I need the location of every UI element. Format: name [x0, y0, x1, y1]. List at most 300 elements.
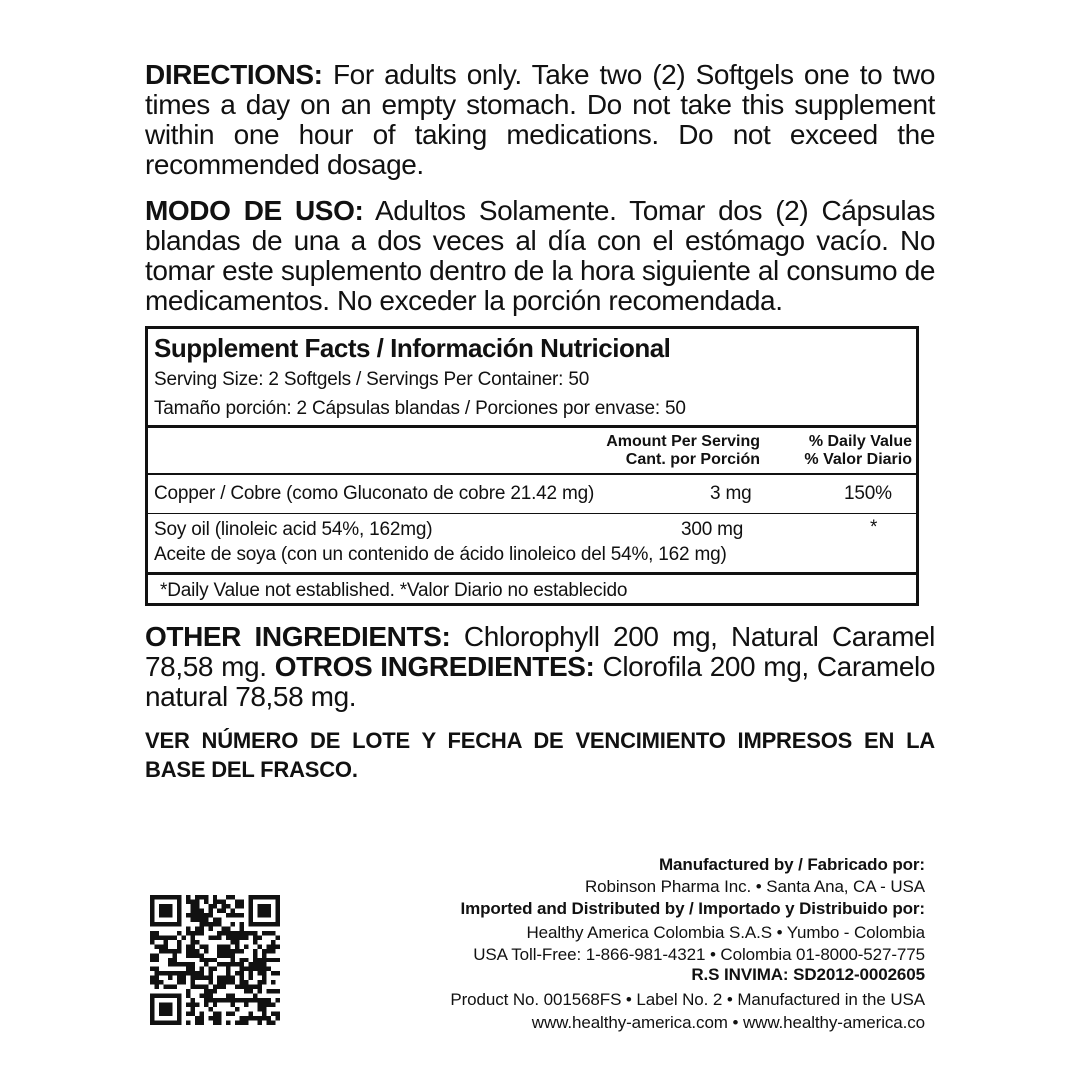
column-header-amount-en: Amount Per Serving — [606, 433, 760, 450]
qr-module — [240, 998, 244, 1002]
imported-by-label: Imported and Distributed by / Importado y Distribuido por: — [460, 899, 925, 918]
qr-module — [150, 953, 154, 957]
qr-module — [204, 899, 208, 903]
qr-module — [253, 953, 257, 957]
soy-oil-dv: * — [870, 517, 878, 538]
qr-module — [271, 940, 275, 944]
qr-module — [258, 1003, 262, 1007]
qr-module — [190, 899, 194, 903]
qr-module — [159, 980, 163, 984]
qr-module — [244, 989, 248, 993]
qr-module — [208, 998, 212, 1002]
qr-module — [190, 908, 194, 912]
qr-module — [240, 926, 244, 930]
qr-module — [240, 931, 244, 935]
qr-module — [204, 944, 208, 948]
qr-module — [226, 953, 230, 957]
qr-module — [208, 926, 212, 930]
qr-module — [208, 967, 212, 971]
qr-module — [177, 931, 181, 935]
qr-module — [271, 944, 275, 948]
qr-module — [168, 976, 172, 980]
qr-module — [235, 971, 239, 975]
qr-module — [262, 1016, 266, 1020]
qr-module — [226, 913, 230, 917]
qr-module — [181, 980, 185, 984]
qr-module — [262, 958, 266, 962]
qr-module — [240, 935, 244, 939]
qr-module — [262, 949, 266, 953]
qr-module — [222, 908, 226, 912]
qr-module — [177, 949, 181, 953]
facts-title: Supplement Facts / Información Nutricional — [154, 333, 671, 363]
qr-module — [244, 980, 248, 984]
qr-module — [217, 998, 221, 1002]
qr-module — [217, 908, 221, 912]
qr-module — [154, 985, 158, 989]
qr-module — [258, 935, 262, 939]
qr-module — [240, 949, 244, 953]
qr-module — [217, 922, 221, 926]
qr-module — [244, 944, 248, 948]
qr-module — [190, 962, 194, 966]
qr-module — [226, 895, 230, 899]
qr-module — [199, 1016, 203, 1020]
qr-module — [235, 904, 239, 908]
soy-oil-name-es: Aceite de soya (con un contenido de ácido linoleico del 54%, 162 mg) — [154, 544, 727, 565]
qr-module — [222, 962, 226, 966]
qr-module — [172, 971, 176, 975]
qr-module — [190, 949, 194, 953]
qr-module — [204, 962, 208, 966]
qr-module — [217, 935, 221, 939]
qr-module — [172, 985, 176, 989]
qr-module — [217, 962, 221, 966]
qr-module — [262, 971, 266, 975]
qr-module — [199, 917, 203, 921]
qr-module — [172, 962, 176, 966]
qr-module — [271, 949, 275, 953]
qr-module — [168, 949, 172, 953]
qr-module — [159, 935, 163, 939]
qr-module — [190, 940, 194, 944]
qr-module — [267, 998, 271, 1002]
qr-module — [231, 976, 235, 980]
qr-module — [190, 985, 194, 989]
qr-module — [217, 953, 221, 957]
qr-module — [253, 998, 257, 1002]
other-ingredients-text-en: Chlorophyll 200 mg, Natural Caramel 78,58 mg. — [145, 621, 935, 682]
qr-module — [231, 994, 235, 998]
qr-module — [186, 1021, 190, 1025]
qr-module — [199, 953, 203, 957]
qr-module — [204, 1003, 208, 1007]
qr-module — [267, 958, 271, 962]
qr-module — [213, 922, 217, 926]
qr-module — [276, 958, 280, 962]
qr-module — [240, 985, 244, 989]
qr-module — [240, 904, 244, 908]
qr-module — [163, 985, 167, 989]
qr-module — [204, 985, 208, 989]
qr-module — [253, 967, 257, 971]
qr-module — [222, 980, 226, 984]
qr-module — [195, 1003, 199, 1007]
facts-divider-thick — [148, 425, 916, 428]
qr-module — [217, 976, 221, 980]
column-header-daily-value — [804, 433, 912, 469]
qr-module — [235, 940, 239, 944]
qr-module — [213, 989, 217, 993]
qr-module — [213, 998, 217, 1002]
qr-module — [258, 958, 262, 962]
facts-divider — [148, 473, 916, 475]
qr-module — [235, 899, 239, 903]
qr-module — [190, 913, 194, 917]
qr-module — [276, 989, 280, 993]
qr-module — [262, 953, 266, 957]
qr-module — [208, 1016, 212, 1020]
serving-size-en: Serving Size: 2 Softgels / Servings Per Container: 50 — [154, 369, 590, 390]
qr-module — [177, 962, 181, 966]
qr-module — [195, 931, 199, 935]
qr-module — [213, 1021, 217, 1025]
qr-module — [154, 971, 158, 975]
websites: www.healthy-america.com • www.healthy-america.co — [531, 1013, 925, 1032]
qr-module — [150, 958, 154, 962]
qr-module — [258, 989, 262, 993]
qr-module — [231, 949, 235, 953]
qr-module — [222, 926, 226, 930]
qr-module — [208, 908, 212, 912]
qr-module — [168, 971, 172, 975]
other-ingredients-label-en: OTHER INGREDIENTS: — [145, 621, 451, 652]
qr-module — [231, 908, 235, 912]
qr-module — [267, 944, 271, 948]
qr-module — [253, 985, 257, 989]
qr-module — [276, 971, 280, 975]
lote-notice: VER NÚMERO DE LOTE Y FECHA DE VENCIMIENTO IMPRESOS EN LA BASE DEL FRASCO. — [145, 728, 935, 782]
qr-module — [262, 931, 266, 935]
qr-module — [177, 980, 181, 984]
qr-module — [222, 949, 226, 953]
qr-module — [204, 917, 208, 921]
qr-module — [213, 899, 217, 903]
qr-module — [150, 940, 154, 944]
qr-module — [258, 985, 262, 989]
qr-module — [271, 971, 275, 975]
qr-module — [199, 895, 203, 899]
qr-module — [190, 976, 194, 980]
qr-module — [244, 958, 248, 962]
importer-name: Healthy America Colombia S.A.S • Yumbo - Colombia — [526, 923, 925, 942]
qr-module — [154, 935, 158, 939]
directions-label: DIRECTIONS: — [145, 59, 323, 90]
serving-size-es: Tamaño porción: 2 Cápsulas blandas / Porciones por envase: 50 — [154, 398, 686, 419]
qr-module — [240, 1021, 244, 1025]
qr-module — [181, 976, 185, 980]
qr-module — [190, 935, 194, 939]
qr-module — [249, 998, 253, 1002]
qr-module — [186, 994, 190, 998]
column-header-dv-en: % Daily Value — [808, 433, 912, 450]
qr-module — [154, 953, 158, 957]
qr-module — [235, 935, 239, 939]
qr-module — [235, 1007, 239, 1011]
qr-module — [231, 958, 235, 962]
qr-module — [217, 1012, 221, 1016]
qr-module — [177, 971, 181, 975]
qr-module — [235, 949, 239, 953]
qr-module — [190, 904, 194, 908]
qr-module — [226, 1012, 230, 1016]
qr-module — [181, 935, 185, 939]
qr-module — [186, 989, 190, 993]
qr-module — [231, 913, 235, 917]
qr-module — [168, 985, 172, 989]
qr-module — [222, 931, 226, 935]
qr-module — [213, 917, 217, 921]
qr-module — [199, 971, 203, 975]
qr-module — [172, 935, 176, 939]
qr-module — [249, 985, 253, 989]
qr-module — [190, 967, 194, 971]
modo-de-uso-paragraph — [145, 196, 935, 316]
qr-module — [208, 980, 212, 984]
qr-module — [271, 1012, 275, 1016]
qr-module — [244, 967, 248, 971]
qr-module — [235, 1021, 239, 1025]
qr-module — [208, 994, 212, 998]
qr-module — [267, 949, 271, 953]
qr-module — [199, 967, 203, 971]
qr-module — [240, 971, 244, 975]
qr-module — [195, 899, 199, 903]
qr-module — [181, 971, 185, 975]
qr-module — [168, 958, 172, 962]
qr-module — [199, 908, 203, 912]
qr-module — [253, 994, 257, 998]
copper-dv: 150% — [844, 483, 892, 504]
qr-module — [150, 976, 154, 980]
qr-module — [271, 989, 275, 993]
qr-module — [244, 931, 248, 935]
qr-module — [204, 994, 208, 998]
qr-module — [258, 998, 262, 1002]
qr-module — [190, 971, 194, 975]
qr-module — [159, 944, 163, 948]
qr-module — [213, 935, 217, 939]
qr-module — [258, 980, 262, 984]
qr-module — [249, 962, 253, 966]
qr-module — [244, 1016, 248, 1020]
qr-module — [217, 985, 221, 989]
qr-module — [163, 949, 167, 953]
qr-module — [262, 1003, 266, 1007]
qr-module — [258, 967, 262, 971]
qr-module — [168, 935, 172, 939]
qr-module — [217, 899, 221, 903]
qr-module — [240, 913, 244, 917]
qr-module — [163, 944, 167, 948]
qr-module — [186, 931, 190, 935]
qr-module — [199, 931, 203, 935]
qr-module — [231, 1003, 235, 1007]
qr-module — [204, 949, 208, 953]
directions-text: For adults only. Take two (2) Softgels one to two times a day on an empty stomach. Do not take this supplement within one hour of taking medications. Do not exceed the recommended dosage. — [145, 59, 935, 180]
qr-module — [154, 931, 158, 935]
qr-module — [253, 958, 257, 962]
qr-module — [208, 989, 212, 993]
qr-module — [190, 931, 194, 935]
qr-module — [186, 1003, 190, 1007]
qr-module — [244, 1003, 248, 1007]
facts-footnote: *Daily Value not established. *Valor Diario no establecido — [160, 580, 628, 601]
qr-module — [249, 931, 253, 935]
qr-module — [186, 949, 190, 953]
qr-module — [217, 1016, 221, 1020]
qr-module — [262, 1012, 266, 1016]
qr-module — [190, 953, 194, 957]
other-ingredients-text-es: Clorofila 200 mg, Caramelo natural 78,58 mg. — [145, 651, 936, 712]
qr-module — [217, 980, 221, 984]
manufacturer-name: Robinson Pharma Inc. • Santa Ana, CA - USA — [584, 877, 925, 896]
qr-module — [154, 967, 158, 971]
qr-module — [204, 895, 208, 899]
qr-module — [276, 944, 280, 948]
qr-module — [217, 917, 221, 921]
qr-module — [154, 980, 158, 984]
qr-module — [154, 944, 158, 948]
qr-module — [186, 913, 190, 917]
qr-module — [231, 940, 235, 944]
qr-module — [195, 904, 199, 908]
qr-module — [190, 980, 194, 984]
qr-module — [177, 944, 181, 948]
qr-module — [276, 998, 280, 1002]
qr-module — [235, 944, 239, 948]
qr-module — [271, 1021, 275, 1025]
qr-module — [262, 962, 266, 966]
qr-module — [240, 967, 244, 971]
qr-module — [217, 949, 221, 953]
qr-module — [222, 904, 226, 908]
qr-module — [204, 922, 208, 926]
product-number: Product No. 001568FS • Label No. 2 • Manufactured in the USA — [450, 990, 925, 1009]
qr-module — [235, 998, 239, 1002]
qr-module — [208, 904, 212, 908]
qr-module — [226, 967, 230, 971]
qr-module — [204, 998, 208, 1002]
qr-module — [258, 1007, 262, 1011]
qr-module — [195, 1021, 199, 1025]
qr-module — [199, 958, 203, 962]
manufactured-by-label: Manufactured by / Fabricado por: — [659, 855, 925, 874]
qr-module — [262, 1007, 266, 1011]
qr-module — [222, 976, 226, 980]
qr-module — [181, 962, 185, 966]
qr-module — [190, 1012, 194, 1016]
qr-module — [267, 1003, 271, 1007]
qr-module — [240, 922, 244, 926]
qr-module — [190, 998, 194, 1002]
qr-module — [150, 980, 154, 984]
qr-module — [222, 985, 226, 989]
qr-module — [208, 913, 212, 917]
qr-module — [222, 899, 226, 903]
qr-module — [226, 994, 230, 998]
qr-module — [235, 931, 239, 935]
qr-module — [258, 971, 262, 975]
qr-module — [226, 926, 230, 930]
qr-module — [195, 926, 199, 930]
qr-module — [195, 940, 199, 944]
qr-module — [262, 998, 266, 1002]
qr-module — [154, 976, 158, 980]
qr-module — [222, 944, 226, 948]
qr-module — [231, 980, 235, 984]
qr-module — [244, 935, 248, 939]
qr-module — [204, 913, 208, 917]
qr-module — [249, 967, 253, 971]
qr-module — [276, 935, 280, 939]
qr-module — [262, 980, 266, 984]
qr-module — [217, 931, 221, 935]
qr-module — [240, 899, 244, 903]
qr-module — [271, 958, 275, 962]
qr-module — [213, 904, 217, 908]
copper-amount: 3 mg — [710, 483, 752, 504]
qr-module — [199, 1012, 203, 1016]
qr-module — [186, 944, 190, 948]
qr-module — [271, 980, 275, 984]
qr-module — [226, 1021, 230, 1025]
qr-module — [168, 962, 172, 966]
soy-oil-name: Soy oil (linoleic acid 54%, 162mg) — [154, 519, 433, 540]
qr-module — [276, 1012, 280, 1016]
qr-module — [172, 953, 176, 957]
qr-module — [267, 1016, 271, 1020]
qr-module — [177, 976, 181, 980]
qr-module — [231, 998, 235, 1002]
qr-module — [186, 1012, 190, 1016]
qr-module — [186, 895, 190, 899]
qr-module — [231, 962, 235, 966]
qr-module — [208, 958, 212, 962]
qr-module — [226, 971, 230, 975]
qr-module — [163, 971, 167, 975]
qr-module — [150, 931, 154, 935]
qr-module — [231, 935, 235, 939]
modo-de-uso-label: MODO DE USO: — [145, 195, 364, 226]
qr-module — [226, 980, 230, 984]
qr-module — [226, 949, 230, 953]
qr-module — [267, 967, 271, 971]
qr-module — [195, 976, 199, 980]
qr-module — [195, 908, 199, 912]
qr-module — [172, 949, 176, 953]
qr-module — [267, 931, 271, 935]
qr-module — [235, 913, 239, 917]
qr-module — [244, 998, 248, 1002]
qr-module — [226, 931, 230, 935]
qr-module — [199, 1021, 203, 1025]
qr-module — [195, 1016, 199, 1020]
qr-module — [244, 1021, 248, 1025]
other-ingredients-paragraph — [145, 622, 935, 712]
qr-module — [172, 958, 176, 962]
qr-module — [204, 958, 208, 962]
